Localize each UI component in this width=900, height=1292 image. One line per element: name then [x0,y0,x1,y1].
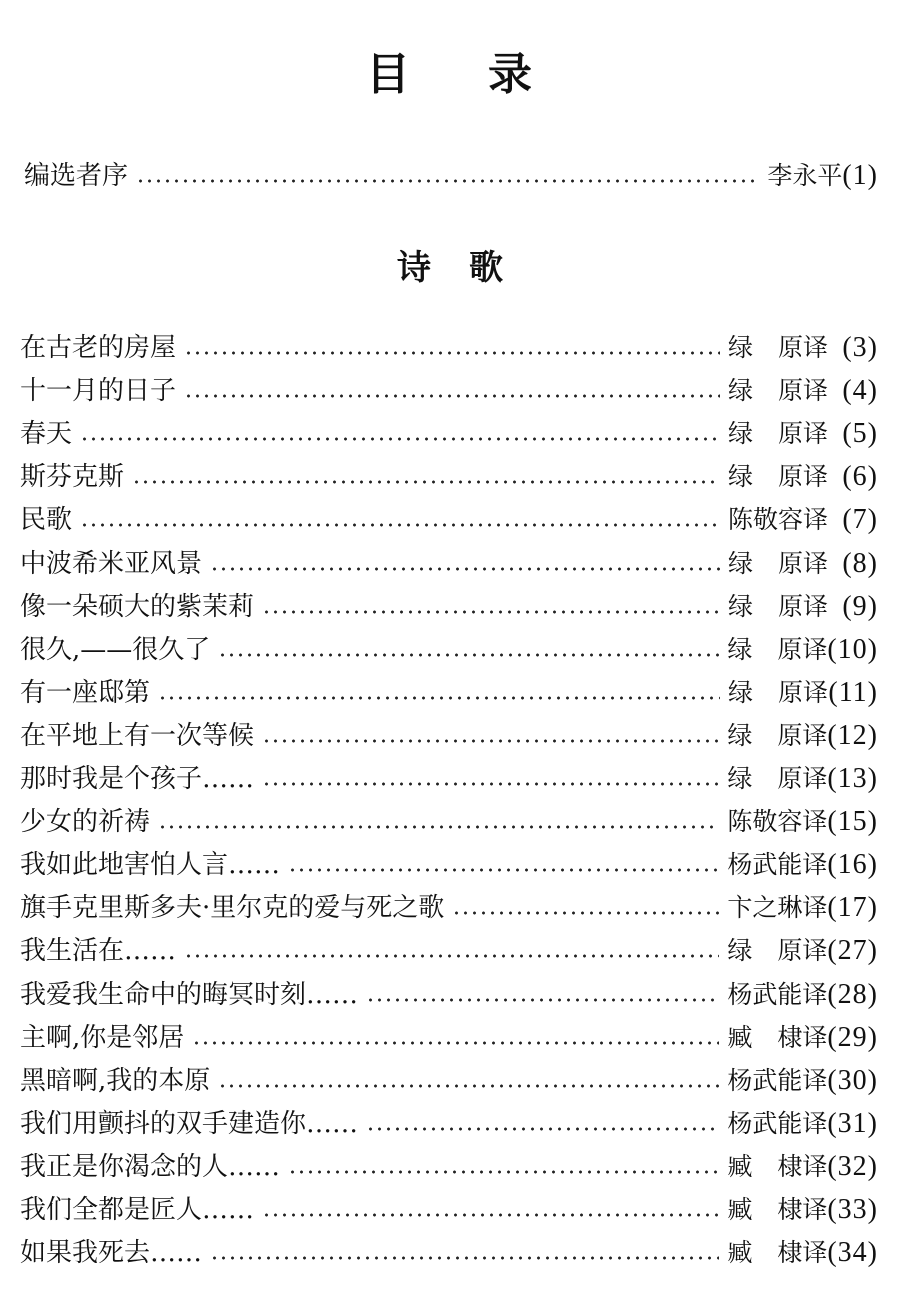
entry-page: (8) [842,547,878,579]
dot-leader [262,1213,719,1217]
dot-leader [80,523,720,527]
entry-page: (31) [827,1107,878,1139]
page-title [0,38,900,102]
dot-leader [218,653,719,657]
entry-translator: 绿 原译 [728,376,829,406]
entry-title: 在古老的房屋 [20,333,177,363]
entry-title: 中波希米亚风景 [20,548,203,579]
entry-title: 在平地上有一次等候 [20,720,255,751]
entry-title: 我正是你渴念的人…… [20,1151,281,1182]
entry-translator: 杨武能译 [727,979,828,1009]
dot-leader [366,1127,719,1131]
toc-entry[interactable] [20,545,878,583]
entry-translator: 绿 原译 [728,591,829,621]
entry-title: 那时我是个孩子…… [20,764,255,794]
dot-leader [158,696,720,700]
entry-title: 主啊,你是邻居 [20,1022,185,1053]
toc-entry[interactable] [20,329,878,367]
entry-translator: 绿 原译 [727,936,828,966]
dot-leader [136,179,759,183]
entry-title: 黑暗啊,我的本原 [20,1065,211,1096]
entry-title: 像一朵硕大的紫茉莉 [20,591,255,622]
entry-title: 春天 [20,419,73,450]
toc-entry[interactable] [20,372,878,410]
toc-entry-intro[interactable] [24,157,878,195]
toc-entry[interactable] [20,415,878,453]
entry-page: (15) [827,806,878,838]
entry-translator: 杨武能译 [727,850,828,880]
entry-title: 有一座邸第 [20,677,151,708]
entry-translator: 卞之琳译 [727,893,828,923]
toc-entry[interactable] [20,1062,878,1100]
entry-translator: 绿 原译 [728,462,829,492]
toc-entry[interactable] [20,1148,878,1186]
toc-entry[interactable] [20,1019,878,1057]
entry-page: (27) [827,935,878,967]
dot-leader [184,394,720,398]
dot-leader [262,782,719,786]
entry-page: (34) [827,1237,878,1269]
title-right-char: 录 [488,49,534,100]
entry-page: (4) [842,375,878,407]
dot-leader [192,1041,719,1045]
entry-page: (9) [842,590,878,622]
section-heading [0,240,900,289]
title-left-char: 目 [366,49,412,100]
entry-translator: 陈敬容译 [727,807,828,837]
toc-entry[interactable] [20,932,878,970]
toc-entry[interactable] [20,760,878,798]
dot-leader [262,739,719,743]
dot-leader [132,480,720,484]
entry-page: (29) [827,1021,878,1053]
entry-page: (3) [842,332,878,363]
entry-page: (13) [827,763,878,794]
entry-title: 我们全都是匠人…… [20,1195,255,1225]
dot-leader [288,1170,719,1174]
entry-translator: 李永平 [767,161,843,190]
entry-page: (33) [827,1194,878,1225]
toc-entry[interactable] [20,976,878,1014]
entry-title: 我如此地害怕人言…… [20,850,281,881]
entry-page: (11) [828,676,878,708]
entry-page: (6) [842,461,878,493]
section-left-char: 诗 [397,248,431,288]
entry-translator: 杨武能译 [727,1108,828,1138]
entry-translator: 臧 棣译 [727,1238,828,1268]
toc-entry[interactable] [20,1105,878,1143]
dot-leader [210,567,720,571]
entry-title: 我爱我生命中的晦冥时刻…… [20,979,359,1010]
entry-page: (32) [827,1150,878,1182]
entry-translator: 杨武能译 [727,1065,828,1095]
entry-page: (17) [827,892,878,924]
toc-entry[interactable] [20,588,878,626]
toc-entry[interactable] [20,717,878,755]
toc-entry[interactable] [20,458,878,496]
section-right-char: 歌 [469,248,503,288]
entry-page: (12) [827,719,878,751]
dot-leader [210,1256,719,1260]
entry-title: 编选者序 [24,161,129,191]
toc-entry[interactable] [20,1191,878,1229]
entry-title: 我们用颤抖的双手建造你…… [20,1108,359,1139]
toc-entry[interactable] [20,501,878,539]
entry-page: (10) [827,633,878,665]
entry-translator: 臧 棣译 [727,1195,828,1224]
dot-leader [366,998,719,1002]
entry-page: (5) [842,418,878,450]
entry-translator: 臧 棣译 [727,1151,828,1181]
toc-entry[interactable] [20,674,878,712]
dot-leader [158,825,719,829]
entry-translator: 绿 原译 [727,764,828,793]
entry-page: (30) [827,1064,878,1096]
entry-title: 斯芬克斯 [20,462,125,493]
toc-entry[interactable] [20,631,878,669]
entry-page: (7) [842,504,878,536]
entry-title: 旗手克里斯多夫·里尔克的爱与死之歌 [20,893,445,924]
entry-title: 民歌 [20,505,73,536]
entry-translator: 陈敬容译 [728,505,829,535]
dot-leader [184,954,719,958]
dot-leader [80,437,720,441]
entry-translator: 绿 原译 [727,720,828,750]
dot-leader [452,911,719,915]
entry-title: 少女的祈祷 [20,807,151,838]
entry-translator: 绿 原译 [728,419,829,449]
dot-leader [262,610,720,614]
entry-title: 我生活在…… [20,936,177,967]
entry-title: 十一月的日子 [20,376,177,407]
entry-page: (16) [827,849,878,881]
entry-translator: 绿 原译 [728,333,829,362]
entry-translator: 绿 原译 [728,677,829,707]
toc-entry[interactable] [20,846,878,884]
toc-entry[interactable] [20,1234,878,1272]
entry-page: (28) [827,978,878,1010]
entry-translator: 绿 原译 [727,634,828,664]
entry-title: 很久,——很久了 [20,634,211,665]
dot-leader [288,868,719,872]
entry-translator: 臧 棣译 [727,1022,828,1052]
entry-title: 如果我死去…… [20,1238,203,1269]
entry-page: (1) [842,160,878,191]
toc-entry[interactable] [20,803,878,841]
dot-leader [218,1084,719,1088]
dot-leader [184,351,720,355]
toc-entry[interactable] [20,889,878,927]
entry-translator: 绿 原译 [728,548,829,578]
